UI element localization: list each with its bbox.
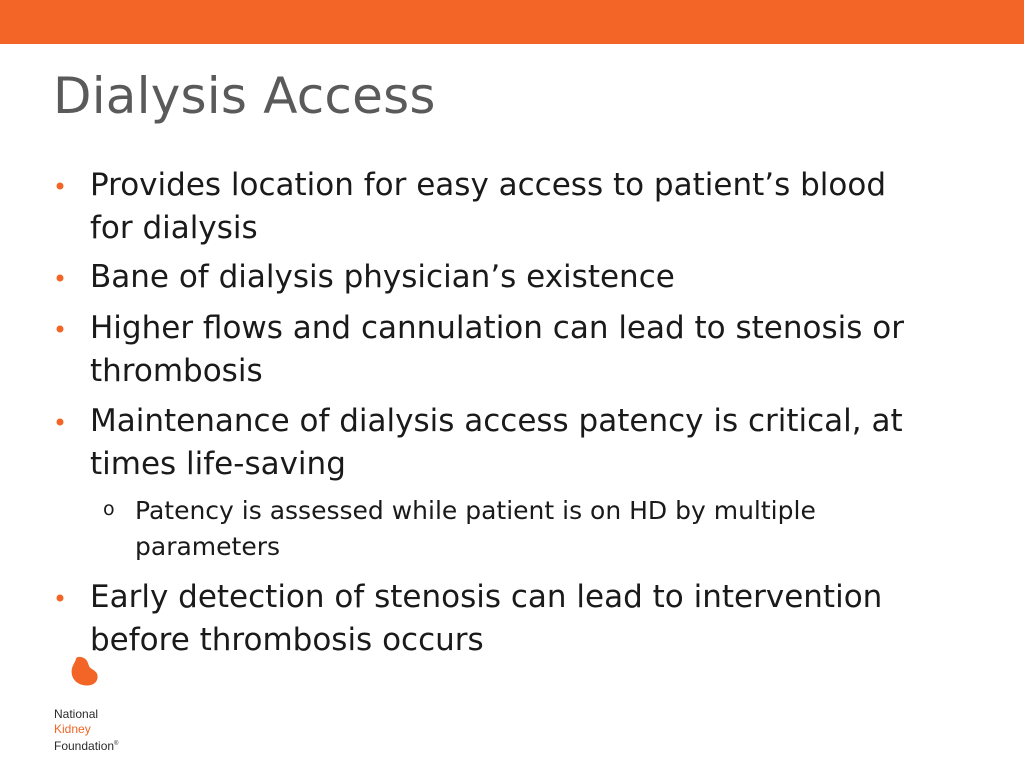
logo-line-foundation [54, 737, 118, 754]
bullet-dot-icon [57, 183, 64, 190]
bullet-dot-icon [57, 419, 64, 426]
logo-line-kidney: Kidney [54, 722, 91, 736]
top-accent-bar [0, 0, 1024, 44]
bullet-dot-icon [57, 275, 64, 282]
bullet-text: times life-saving [90, 446, 346, 482]
logo-wordmark [54, 707, 118, 754]
logo-line-national: National [54, 707, 99, 721]
bullet-text: Bane of dialysis physician’s existence [90, 259, 675, 295]
bullet-text: thrombosis [90, 353, 263, 389]
sub-bullet-text: parameters [135, 532, 281, 561]
sub-bullet-text: Patency is assessed while patient is on HD by multiple [135, 496, 816, 525]
bullet-dot-icon [57, 595, 64, 602]
bullet-text: for dialysis [90, 210, 258, 246]
logo-foundation-text: Foundation [54, 739, 115, 753]
bullet-text: before thrombosis occurs [90, 622, 484, 658]
bullet-text: Maintenance of dialysis access patency is critical, at [90, 403, 903, 439]
sub-bullet-marker: o [103, 498, 115, 520]
registered-mark: ® [114, 741, 119, 747]
bullet-dot-icon [57, 326, 64, 333]
bullet-text: Provides location for easy access to patient’s blood [90, 167, 887, 203]
bullet-text: Higher flows and cannulation can lead to stenosis or [90, 310, 904, 346]
bullet-text: Early detection of stenosis can lead to intervention [90, 579, 883, 615]
slide-title: Dialysis Access [53, 67, 436, 125]
